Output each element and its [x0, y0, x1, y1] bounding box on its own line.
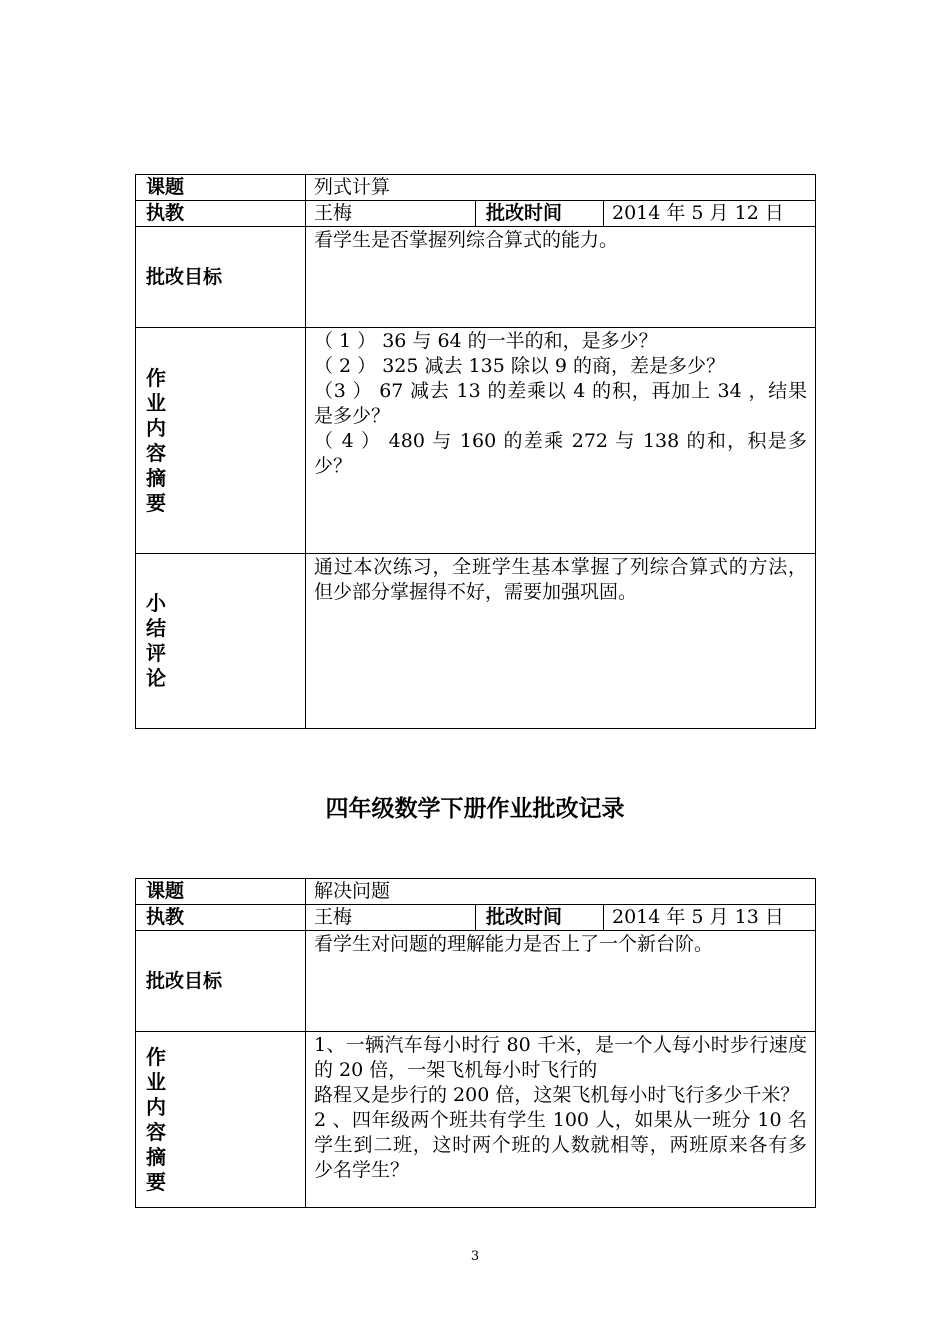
goal-value: 看学生是否掌握列综合算式的能力。 — [306, 227, 816, 328]
question-line: 路程又是步行的 200 倍，这架飞机每小时飞行多少千米？ — [314, 1084, 800, 1106]
summary-label-cell — [136, 554, 306, 729]
question-line: （3 ） 67 减去 13 的差乘以 4 的积，再加上 34 ，结果是多少？ — [314, 380, 808, 427]
content-body — [306, 1032, 816, 1208]
content-body — [306, 328, 816, 554]
record-table-1 — [135, 174, 816, 729]
grading-time-label: 批改时间 — [476, 201, 604, 227]
question-line: 2 、四年级两个班共有学生 100 人，如果从一班分 10 名学生到二班，这时两个班的人数就相等，两班原来各有多少名学生？ — [314, 1109, 808, 1181]
question-line: （ 4 ） 480 与 160 的差乘 272 与 138 的和，积是多少？ — [314, 430, 808, 477]
topic-label: 课题 — [136, 879, 306, 905]
topic-value: 列式计算 — [306, 175, 816, 201]
page-number: 3 — [470, 1249, 480, 1264]
content-label-cell — [136, 1032, 306, 1208]
content-label-cell — [136, 328, 306, 554]
topic-label: 课题 — [136, 175, 306, 201]
teacher-label: 执教 — [136, 201, 306, 227]
summary-value: 通过本次练习，全班学生基本掌握了列综合算式的方法，但少部分掌握得不好，需要加强巩固。 — [306, 554, 816, 729]
goal-label: 批改目标 — [136, 931, 306, 1032]
question-line: 1、一辆汽车每小时行 80 千米，是一个人每小时步行速度的 20 倍，一架飞机每小时飞行的 — [314, 1034, 808, 1081]
teacher-label: 执教 — [136, 905, 306, 931]
goal-label: 批改目标 — [136, 227, 306, 328]
record-table-2 — [135, 878, 816, 1208]
grading-time-label: 批改时间 — [476, 905, 604, 931]
content-label: 作业内容摘要 — [146, 365, 166, 515]
grading-time-value: 2014 年 5 月 13 日 — [604, 905, 816, 931]
question-line: （ 2 ） 325 减去 135 除以 9 的商，差是多少？ — [314, 355, 726, 377]
goal-value: 看学生对问题的理解能力是否上了一个新台阶。 — [306, 931, 816, 1032]
topic-value: 解决问题 — [306, 879, 816, 905]
document-title: 四年级数学下册作业批改记录 — [325, 796, 625, 822]
question-line: （ 1 ） 36 与 64 的一半的和，是多少？ — [314, 330, 658, 352]
content-label: 作业内容摘要 — [146, 1044, 166, 1194]
grading-time-value: 2014 年 5 月 12 日 — [604, 201, 816, 227]
teacher-value: 王梅 — [306, 201, 476, 227]
summary-label: 小结评论 — [146, 591, 166, 690]
teacher-value: 王梅 — [306, 905, 476, 931]
